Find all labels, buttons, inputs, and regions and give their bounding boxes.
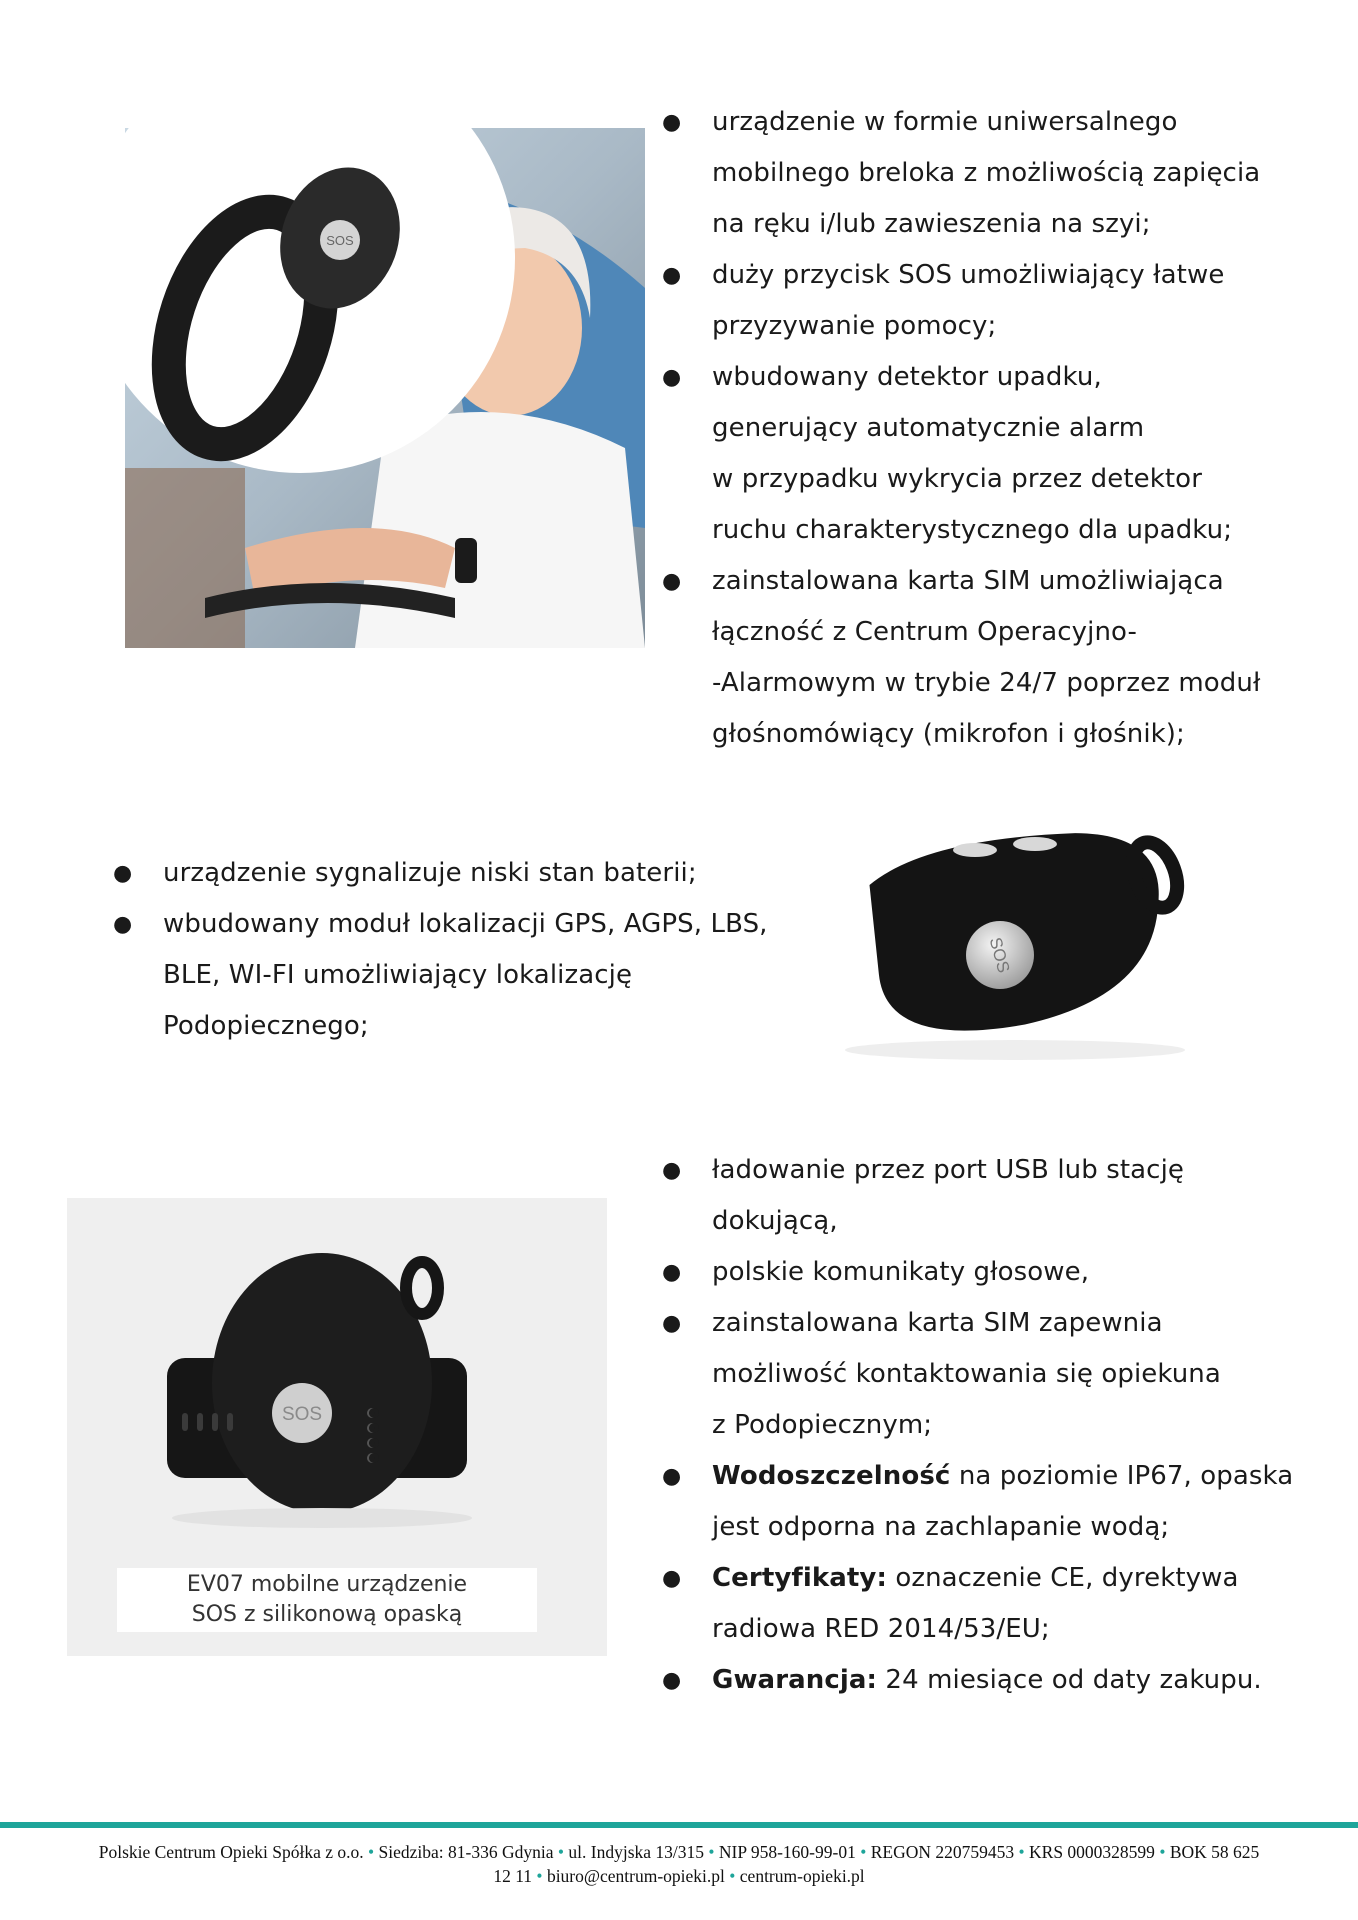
certificates-label: Certyfikaty: xyxy=(712,1563,887,1593)
bullet-icon: ● xyxy=(662,1566,682,1591)
list-item: ● wbudowany moduł lokalizacji GPS, AGPS, LBS, BLE, WI-FI umożliwiający lokalizację Podopiecznego; xyxy=(113,899,793,1052)
senior-wristband-photo xyxy=(125,128,645,648)
footer-bok: BOK 58 625 xyxy=(1169,1842,1260,1862)
list-item: ● urządzenie sygnalizuje niski stan baterii; xyxy=(113,848,793,899)
footer-company: Polskie Centrum Opieki Spółka z o.o. xyxy=(98,1842,364,1862)
bullet-icon: ● xyxy=(662,1311,682,1336)
list-item: ● wbudowany detektor upadku, generujący automatycznie alarm w przypadku wykrycia przez detektor ruchu charakterystycznego dla upadku; xyxy=(662,352,1312,556)
bullet-icon: ● xyxy=(662,1668,682,1693)
separator-dot: • xyxy=(536,1866,543,1886)
list-item: ● urządzenie w formie uniwersalnego mobilnego breloka z możliwością zapięcia na ręku i/lub zawieszenia na szyi; xyxy=(662,97,1312,250)
footer-website-link[interactable]: centrum-opieki.pl xyxy=(739,1866,865,1886)
separator-dot: • xyxy=(708,1842,715,1862)
footer-email-link[interactable]: biuro@centrum-opieki.pl xyxy=(546,1866,725,1886)
tracker-sos-label: SOS xyxy=(985,935,1014,975)
list-item: ● Wodoszczelność na poziomie IP67, opaska jest odporna na zachlapanie wodą; xyxy=(662,1451,1322,1553)
bullet-icon: ● xyxy=(662,1260,682,1285)
bullet-icon: ● xyxy=(662,569,682,594)
footer-seat: Siedziba: 81-336 Gdynia xyxy=(378,1842,554,1862)
separator-dot: • xyxy=(557,1842,565,1862)
list-item: ● Certyfikaty: oznaczenie CE, dyrektywa radiowa RED 2014/53/EU; xyxy=(662,1553,1322,1655)
separator-dot: • xyxy=(368,1842,375,1862)
pendant-tracker-photo xyxy=(815,810,1255,1080)
waterproof-label: Wodoszczelność xyxy=(712,1461,951,1491)
list-item: ● zainstalowana karta SIM umożliwiająca łączność z Centrum Operacyjno- -Alarmowym w trybie 24/7 poprzez moduł głośnomówiący (mikrofon i głośnik); xyxy=(662,556,1312,760)
footer-street: ul. Indyjska 13/315 xyxy=(568,1842,705,1862)
bullet-icon: ● xyxy=(662,1464,682,1489)
list-item: ● Gwarancja: 24 miesiące od daty zakupu. xyxy=(662,1655,1322,1706)
footer-nip: NIP 958-160-99-01 xyxy=(718,1842,856,1862)
separator-dot: • xyxy=(860,1842,867,1862)
image-caption: EV07 mobilne urządzenie SOS z silikonową opaską xyxy=(117,1568,537,1632)
features-list-1 xyxy=(662,97,1312,760)
separator-dot: • xyxy=(1018,1842,1025,1862)
features-list-2 xyxy=(113,848,793,1052)
footer-regon: REGON 220759453 xyxy=(870,1842,1015,1862)
bullet-icon: ● xyxy=(662,1158,682,1183)
footer-krs: KRS 0000328599 xyxy=(1029,1842,1155,1862)
bullet-icon: ● xyxy=(662,263,682,288)
warranty-label: Gwarancja: xyxy=(712,1665,878,1695)
list-item: ● polskie komunikaty głosowe, xyxy=(662,1247,1322,1298)
list-item: ● ładowanie przez port USB lub stację dokującą, xyxy=(662,1145,1322,1247)
band-sos-label: SOS xyxy=(281,1404,323,1425)
list-item: ● duży przycisk SOS umożliwiający łatwe przyzywanie pomocy; xyxy=(662,250,1312,352)
footer-divider xyxy=(0,1822,1358,1828)
footer xyxy=(40,1840,1318,1888)
bullet-icon: ● xyxy=(662,110,682,135)
separator-dot: • xyxy=(729,1866,736,1886)
separator-dot: • xyxy=(1159,1842,1166,1862)
wristband-sos-label: SOS xyxy=(326,233,354,248)
bullet-icon: ● xyxy=(113,912,133,937)
list-item: ● zainstalowana karta SIM zapewnia możliwość kontaktowania się opiekuna z Podopiecznym; xyxy=(662,1298,1322,1451)
bullet-icon: ● xyxy=(113,861,133,886)
bullet-icon: ● xyxy=(662,365,682,390)
features-list-3 xyxy=(662,1145,1322,1706)
footer-bok-cont: 12 11 xyxy=(493,1866,533,1886)
